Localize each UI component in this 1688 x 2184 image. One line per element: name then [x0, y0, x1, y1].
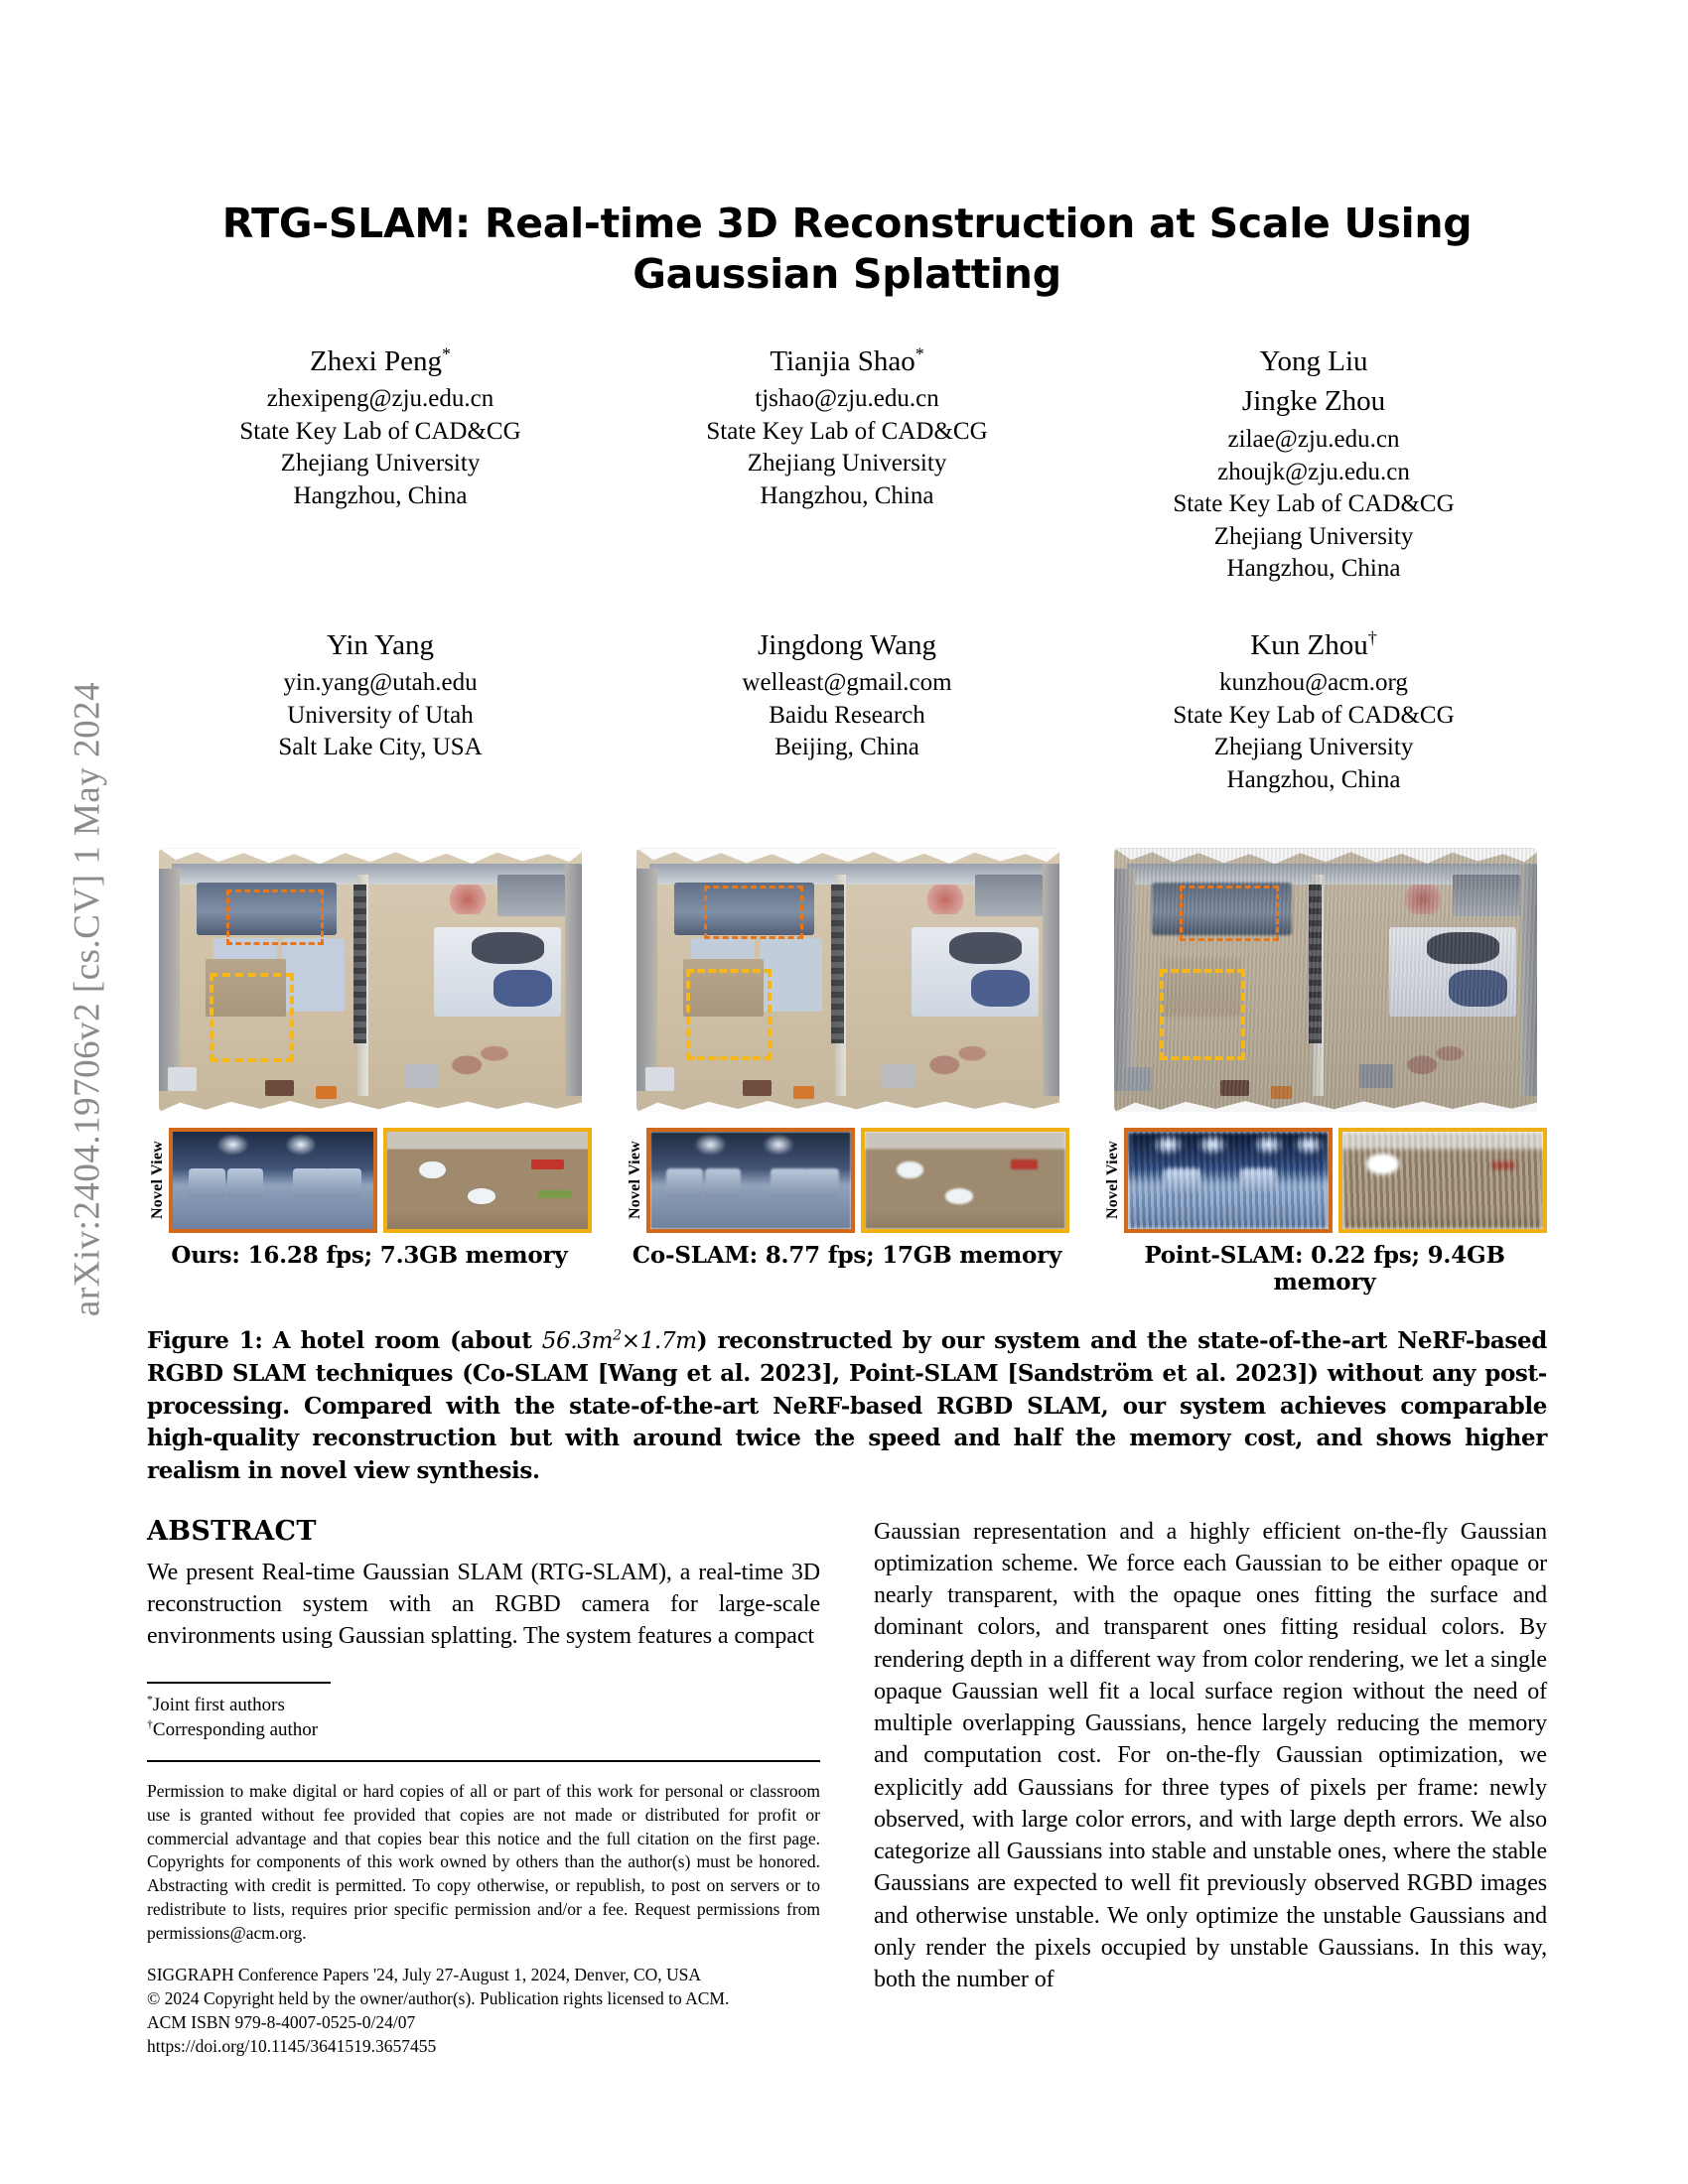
figure-caption [147, 1325, 1547, 1487]
author-email: zilae@zju.edu.cn [1227, 426, 1400, 454]
body-columns [147, 1516, 1547, 2059]
author-name [614, 343, 1080, 381]
footnote-joint-text: Joint first authors [152, 1695, 285, 1716]
author-block-jingdong-wang [614, 627, 1080, 797]
novel-view-table-pointslam [1338, 1128, 1547, 1233]
author-marker: * [441, 343, 451, 363]
footnote-marker-asterisk: * [147, 1693, 153, 1706]
authors-row-1 [147, 343, 1547, 586]
author-location: Hangzhou, China [293, 481, 468, 509]
author-email: zhexipeng@zju.edu.cn [266, 385, 494, 413]
novel-view-sofa-coslam [646, 1128, 855, 1233]
author-university: Zhejiang University [1213, 734, 1414, 761]
author-lab: State Key Lab of CAD&CG [239, 417, 521, 445]
reconstruction-image-ours [147, 826, 592, 1124]
highlight-box-sofa [704, 886, 803, 939]
author-marker: * [914, 343, 924, 363]
figure-caption-math: 56.3m [541, 1328, 614, 1355]
novel-view-table-coslam [861, 1128, 1069, 1233]
figure-1 [147, 826, 1547, 1296]
author-email-secondary: zhoujk@zju.edu.cn [1217, 458, 1410, 485]
author-block-yin-yang [147, 627, 614, 797]
figure-caption-math-exponent: 2 [613, 1327, 622, 1344]
author-location: Beijing, China [774, 734, 919, 761]
panel-caption-pointslam: Point-SLAM: 0.22 fps; 9.4GB memory [1144, 1242, 1505, 1297]
figure-caption-math2: ×1.7m [621, 1328, 697, 1355]
author-block-zhexi-peng [147, 343, 614, 586]
author-university: Zhejiang University [1213, 522, 1414, 550]
author-name [147, 343, 614, 381]
footnote-corresponding-text: Corresponding author [152, 1719, 319, 1741]
abstract-right-text: Gaussian representation and a highly efficient on-the-fly Gaussian optimization scheme. We force each Gaussian to be either opaque or nearly transparent, with the opaque ones fitting the surface and dominant colors, and transparent ones fitting residual colors. By rendering depth in a different way from color rendering, we let a single opaque Gaussian well fit a local surface region without the need of multiple overlapping Gaussians, hence largely reducing the memory and computation cost. For on-the-fly Gaussian optimization, we explicitly add Gaussians for three types of pixels per frame: newly observed, with large color errors, and with large depth errors. We also categorize all Gaussians into stable and unstable ones, where the stable Gaussians are expected to well fit previously observed RGBD images and otherwise unstable. We only optimize the unstable Gaussians and only render the pixels occupied by unstable Gaussians. In this way, both the number of [874, 1518, 1547, 1993]
novel-view-label: Novel View [1104, 1141, 1121, 1220]
author-name: Yin Yang [327, 628, 434, 661]
author-email: kunzhou@acm.org [1219, 669, 1408, 697]
abstract-heading: ABSTRACT [147, 1515, 317, 1547]
highlight-box-sofa [1180, 886, 1279, 941]
novel-view-label: Novel View [149, 1141, 166, 1220]
author-name: Jingdong Wang [758, 628, 936, 661]
figure-panel-coslam [625, 826, 1069, 1296]
abstract-left-text: We present Real-time Gaussian SLAM (RTG-SLAM), a real-time 3D reconstruction system with an RGBD camera for large-scale environments using Gaussian splatting. The system features a compact [147, 1559, 820, 1650]
legal-isbn: ACM ISBN 979-8-4007-0525-0/24/07 [147, 2012, 416, 2033]
highlight-box-table [1160, 969, 1245, 1060]
author-location: Hangzhou, China [760, 481, 934, 509]
author-email: tjshao@zju.edu.cn [755, 385, 939, 413]
novel-view-strip-ours [147, 1128, 592, 1233]
author-block-tianjia-shao [614, 343, 1080, 586]
figure-caption-part1: Figure 1: A hotel room (about [147, 1327, 542, 1355]
left-column [147, 1516, 820, 2059]
highlight-box-table [686, 969, 772, 1060]
footnote-marker-dagger: † [147, 1718, 153, 1732]
highlight-box-sofa [226, 889, 324, 945]
author-location: Hangzhou, China [1226, 555, 1401, 583]
footnote-corresponding-author [147, 1717, 820, 1742]
author-email: welleast@gmail.com [742, 669, 952, 697]
highlight-box-table [210, 973, 294, 1062]
panel-caption-coslam: Co-SLAM: 8.77 fps; 17GB memory [632, 1242, 1062, 1270]
author-email: yin.yang@utah.edu [283, 669, 478, 697]
author-marker: † [1367, 626, 1377, 647]
legal-conference: SIGGRAPH Conference Papers '24, July 27-August 1, 2024, Denver, CO, USA [147, 1965, 702, 1985]
author-lab: State Key Lab of CAD&CG [706, 417, 988, 445]
novel-view-strip-pointslam [1102, 1128, 1547, 1233]
author-university: Baidu Research [769, 701, 925, 729]
author-lab: State Key Lab of CAD&CG [1173, 490, 1455, 518]
legal-doi[interactable]: https://doi.org/10.1145/3641519.3657455 [147, 2036, 437, 2057]
author-university: Zhejiang University [747, 450, 947, 478]
legal-copyright: © 2024 Copyright held by the owner/author(s). Publication rights licensed to ACM. [147, 1988, 730, 2009]
author-university: University of Utah [287, 701, 474, 729]
page-title: RTG-SLAM: Real-time 3D Reconstruction at Scale Using Gaussian Splatting [221, 200, 1473, 298]
author-location: Hangzhou, China [1226, 765, 1401, 793]
figure-panel-pointslam [1102, 826, 1547, 1296]
novel-view-sofa-pointslam [1124, 1128, 1333, 1233]
author-location: Salt Lake City, USA [278, 734, 483, 761]
author-name [1080, 627, 1547, 665]
novel-view-label: Novel View [627, 1141, 643, 1220]
figure-caption-part2: ) reconstructed by our system and the state-of-the-art NeRF-based RGBD SLAM techniques (Co-SLAM [Wang et al. 2023], Point-SLAM [Sandström et al. 2023]) without any post-processing. Compared with the state-of-the-art NeRF-based RGBD SLAM, our system achieves comparable high-quality reconstruction but with around twice the speed and half the memory cost, and shows higher realism in novel view synthesis. [147, 1327, 1547, 1484]
arxiv-stamp: arXiv:2404.19706v2 [cs.CV] 1 May 2024 [67, 681, 108, 1317]
author-name: Yong Liu [1259, 344, 1368, 377]
novel-view-strip-coslam [625, 1128, 1069, 1233]
figure-panel-ours [147, 826, 592, 1296]
panel-caption-ours: Ours: 16.28 fps; 7.3GB memory [171, 1242, 568, 1270]
legal-rule [147, 1760, 820, 1762]
author-block-yong-liu-jingke-zhou [1080, 343, 1547, 586]
author-name-text: Kun Zhou [1250, 628, 1368, 661]
author-name-secondary: Jingke Zhou [1241, 385, 1386, 418]
legal-permission-text: Permission to make digital or hard copies of all or part of this work for personal or classroom use is granted without fee provided that copies are not made or distributed for profit or commercial advantage and that copies bear this notice and the full citation on the first page. Copyrights for components of this work owned by others than the author(s) must be honored. Abstracting with credit is permitted. To copy otherwise, or republish, to post on servers or to redistribute to lists, requires prior specific permission and/or a fee. Request permissions from permissions@acm.org. [147, 1780, 820, 1943]
author-university: Zhejiang University [280, 450, 481, 478]
reconstruction-image-coslam [625, 826, 1069, 1124]
author-block-kun-zhou [1080, 627, 1547, 797]
novel-view-table-ours [383, 1128, 592, 1233]
authors-row-2 [147, 627, 1547, 797]
footnote-rule [147, 1682, 331, 1684]
right-column [874, 1516, 1547, 2059]
paper-page [147, 0, 1547, 2184]
footnote-joint-first-authors [147, 1693, 820, 1717]
reconstruction-image-pointslam [1102, 826, 1547, 1124]
author-name-text: Tianjia Shao [770, 344, 915, 377]
novel-view-sofa-ours [169, 1128, 377, 1233]
author-lab: State Key Lab of CAD&CG [1173, 701, 1455, 729]
author-name-text: Zhexi Peng [310, 344, 442, 377]
